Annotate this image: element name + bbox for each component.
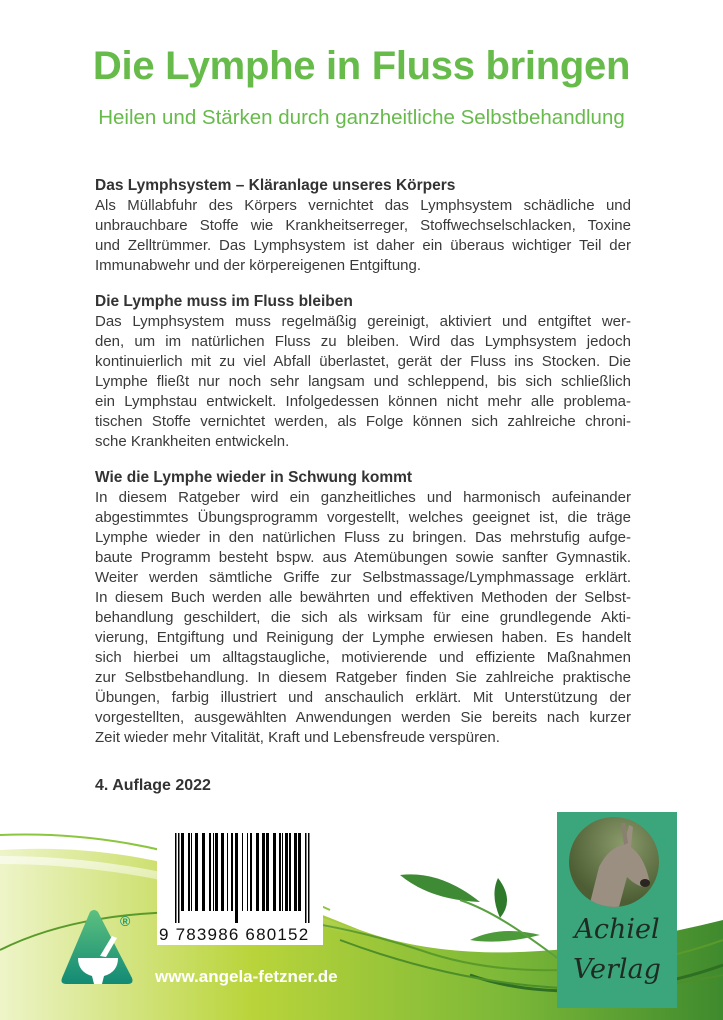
body-line: kontinuierlich mit zu viel Abfall überlastet, gerät der Fluss ins Stocken. Die	[95, 353, 631, 370]
leaf-icon	[470, 931, 540, 942]
isbn-barcode	[157, 833, 323, 945]
barcode-bar	[279, 833, 281, 911]
registered-mark: ®	[120, 913, 131, 929]
body-line: In diesem Buch werden alle bewährten und effektiven Methoden der Selbst-	[95, 589, 631, 606]
section-heading: Wie die Lymphe wieder in Schwung kommt	[95, 469, 413, 486]
barcode-bar	[215, 833, 218, 911]
barcode-bar	[181, 833, 184, 911]
body-line: Lymphe wieder in den natürlichen Fluss zu bringen. Das mehrstufig aufge-	[95, 529, 631, 546]
body-line: vorgestellten, ausgewählten Anwendungen werden Sie bereits nach kurzer	[95, 709, 631, 726]
body-line: den, um im natürlichen Fluss zu bleiben. Wird das Lymphsystem jedoch	[95, 333, 631, 350]
body-line: Das Lymphsystem muss regelmäßig gereinigt, aktiviert und entgiftet wer-	[95, 313, 631, 330]
blurb-section	[95, 292, 631, 452]
barcode-bar	[191, 833, 192, 911]
barcode-bar	[250, 833, 252, 911]
body-line: Zeit wieder mehr Vitalität, Kraft und Lebensfreude verspüren.	[95, 729, 500, 746]
barcode-bar	[266, 833, 269, 911]
body-line: sich hierbei um alltagstaugliche, motivierende und effiziente Maßnahmen	[95, 649, 631, 666]
body-line: In diesem Ratgeber wird ein ganzheitliches und harmonisch aufeinander	[95, 489, 631, 506]
body-line: Weiter werden sämtliche Griffe zur Selbstmassage/Lymphmassage erklärt.	[95, 569, 631, 586]
body-line: tischen Stoffe vernichtet werden, als Folge können sich zahlreiche chroni-	[95, 413, 631, 430]
barcode-bar	[285, 833, 288, 911]
barcode-bar	[298, 833, 301, 911]
barcode-bar	[235, 833, 238, 923]
body-line: vierung, Entgiftung und Reinigung der Lymphe erwiesen haben. Es handelt	[95, 629, 631, 646]
barcode-bar	[195, 833, 198, 911]
book-subtitle: Heilen und Stärken durch ganzheitliche Selbstbehandlung	[98, 106, 625, 129]
mortar-pestle-logo	[60, 908, 140, 988]
barcode-bar	[294, 833, 297, 911]
barcode-bar	[262, 833, 265, 911]
barcode-bar	[209, 833, 211, 911]
body-line: behandlung geschildert, die sich als wirksam für eine grundlegende Akti-	[95, 609, 631, 626]
blurb-section	[95, 176, 631, 276]
body-line: Als Müllabfuhr des Körpers vernichtet das Lymphsystem schädliche und	[95, 197, 631, 214]
section-heading: Die Lymphe muss im Fluss bleiben	[95, 293, 353, 310]
book-title: Die Lymphe in Fluss bringen	[92, 44, 631, 88]
body-line: unbrauchbare Stoffe wie Krankheitserreger, Stoffwechselschlacken, Toxine	[95, 217, 631, 234]
body-line: sche Krankheiten entwickeln.	[95, 433, 290, 450]
barcode-bar	[242, 833, 243, 911]
body-line: zur Selbstbehandlung. In diesem Ratgeber finden Sie zahlreiche praktische	[95, 669, 631, 686]
barcode-bar	[231, 833, 233, 911]
barcode-bar	[282, 833, 283, 911]
body-line: Immunabwehr und der körpereigenen Entgiftung.	[95, 257, 422, 274]
body-line: Lymphe fließt nur noch sehr langsam und schleppend, bis sich schließlich	[95, 373, 631, 390]
leaf-icon	[400, 874, 480, 902]
publisher-name-line1: Achiel	[574, 914, 660, 945]
isbn-number: 9 783986 680152	[159, 925, 310, 944]
barcode-bar	[202, 833, 205, 911]
barcode-bar	[256, 833, 259, 911]
body-line: Übungen, farbig illustriert und anschaulich erklärt. Mit Unterstützung der	[95, 689, 631, 706]
barcode-bars	[161, 833, 319, 923]
donkey-photo	[569, 817, 659, 907]
body-line: und Zelltrümmer. Das Lymphsystem ist daher ein überaus wichtiger Teil der	[95, 237, 631, 254]
website-link[interactable]: www.angela-fetzner.de	[155, 967, 338, 986]
barcode-bar	[247, 833, 248, 911]
body-line: baute Programm besteht bspw. aus Atemübungen sowie sanfter Gymnastik.	[95, 549, 631, 566]
barcode-bar	[305, 833, 307, 923]
blurb	[95, 176, 631, 764]
barcode-bar	[308, 833, 310, 923]
publisher-box	[557, 812, 677, 1008]
barcode-bar	[213, 833, 214, 911]
section-heading: Das Lymphsystem – Kläranlage unseres Körpers	[95, 177, 456, 194]
blurb-section	[95, 468, 631, 748]
barcode-bar	[175, 833, 177, 923]
leaf-icon	[494, 878, 507, 918]
barcode-bar	[188, 833, 190, 911]
barcode-bar	[178, 833, 180, 923]
barcode-bar	[221, 833, 224, 911]
body-line: abgestimmtes Übungsprogramm vorgestellt, welches geeignet ist, die träge	[95, 509, 631, 526]
barcode-bar	[289, 833, 291, 911]
publisher-name-line2: Verlag	[573, 954, 661, 985]
barcode-bar	[273, 833, 276, 911]
barcode-bar	[227, 833, 228, 911]
edition: 4. Auflage 2022	[95, 777, 211, 794]
body-line: ein Lymphstau entwickelt. Infolgedessen können nicht mehr alle problema-	[95, 393, 631, 410]
